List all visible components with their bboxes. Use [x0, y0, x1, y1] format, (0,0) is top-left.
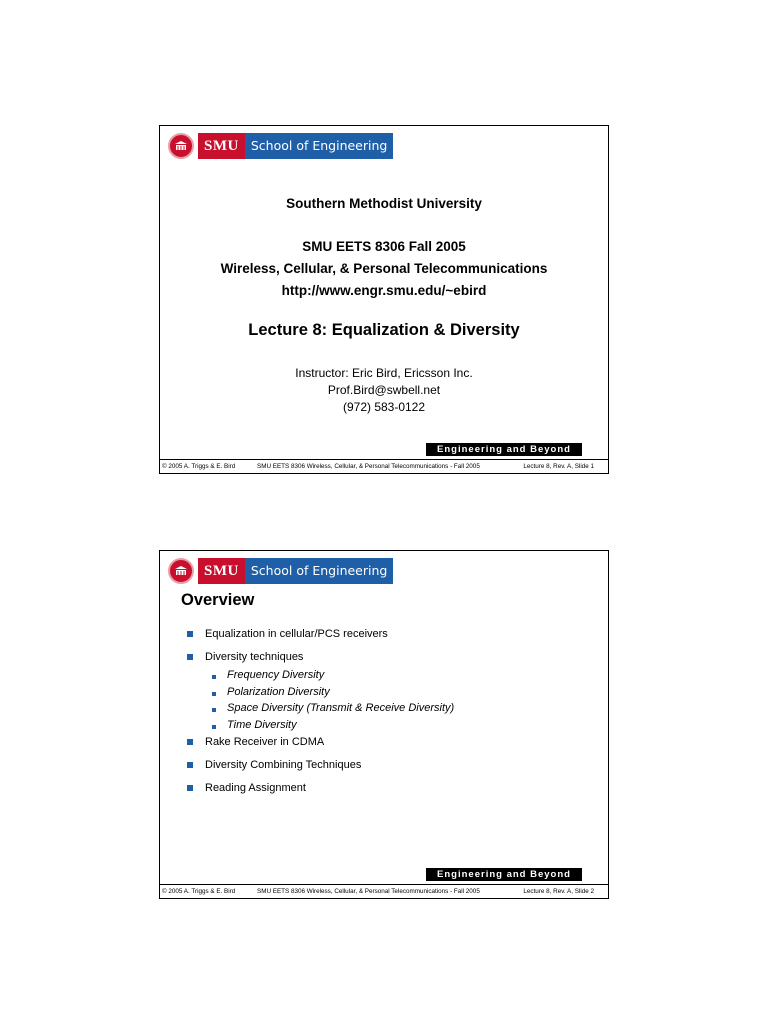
logo-school-text: School of Engineering — [245, 558, 394, 584]
footer-slide-number: Lecture 8, Rev. A, Slide 2 — [523, 888, 594, 895]
course-name: Wireless, Cellular, & Personal Telecommunications — [220, 261, 548, 276]
bullet-square-icon — [187, 785, 193, 791]
tagline-banner: Engineering and Beyond — [426, 443, 582, 456]
bullet-text: Reading Assignment — [205, 782, 306, 794]
list-item — [187, 735, 454, 749]
bullet-text: Equalization in cellular/PCS receivers — [205, 628, 388, 640]
footer-slide-number: Lecture 8, Rev. A, Slide 1 — [523, 463, 594, 470]
smu-logo — [168, 557, 393, 585]
footer-course: SMU EETS 8306 Wireless, Cellular, & Personal Telecommunications - Fall 2005 — [257, 888, 480, 895]
bullet-square-icon — [187, 762, 193, 768]
footer-course: SMU EETS 8306 Wireless, Cellular, & Personal Telecommunications - Fall 2005 — [257, 463, 480, 470]
instructor-email: Prof.Bird@swbell.net — [327, 383, 441, 397]
sub-bullet-text: Polarization Diversity — [227, 685, 330, 698]
course-info — [160, 236, 608, 302]
logo-smu-text: SMU — [198, 133, 245, 159]
instructor-name: Instructor: Eric Bird, Ericsson Inc. — [295, 366, 473, 380]
instructor-info — [160, 365, 608, 416]
slide-footer — [160, 460, 608, 473]
sub-bullet-icon — [212, 725, 216, 729]
bullet-text: Diversity techniques — [205, 651, 304, 663]
instructor-phone: (972) 583-0122 — [342, 400, 426, 414]
footer-copyright: © 2005 A. Triggs & E. Bird — [162, 463, 236, 470]
slide-title: Overview — [181, 591, 255, 609]
sub-bullet-icon — [212, 692, 216, 696]
sub-bullet-text: Frequency Diversity — [227, 669, 325, 681]
slide-2-body — [160, 551, 608, 885]
lecture-title: Lecture 8: Equalization & Diversity — [248, 321, 520, 339]
bullet-square-icon — [187, 631, 193, 637]
sub-bullet-text: Space Diversity (Transmit & Receive Diversity) — [227, 702, 455, 714]
list-item — [187, 627, 454, 641]
list-item — [187, 781, 454, 795]
sub-list-item — [187, 700, 454, 717]
course-url: http://www.engr.smu.edu/~ebird — [281, 283, 487, 298]
bullet-square-icon — [187, 739, 193, 745]
smu-seal-icon — [168, 558, 194, 584]
footer-copyright: © 2005 A. Triggs & E. Bird — [162, 888, 236, 895]
course-code: SMU EETS 8306 Fall 2005 — [302, 239, 466, 254]
sub-list-item — [187, 717, 454, 734]
slide-2 — [159, 550, 609, 899]
smu-logo — [168, 132, 393, 160]
logo-school-text: School of Engineering — [245, 133, 394, 159]
logo-smu-text: SMU — [198, 558, 245, 584]
sub-bullet-text: Time Diversity — [227, 718, 297, 731]
sub-bullet-icon — [212, 675, 216, 679]
university-name: Southern Methodist University — [286, 196, 482, 211]
tagline-banner: Engineering and Beyond — [426, 868, 582, 881]
list-item — [187, 758, 454, 772]
bullet-text: Rake Receiver in CDMA — [205, 736, 325, 748]
sub-list-item — [187, 667, 454, 684]
bullet-list — [187, 627, 454, 804]
sub-list-item — [187, 684, 454, 701]
bullet-text: Diversity Combining Techniques — [205, 759, 362, 771]
list-item — [187, 650, 454, 664]
slide-1 — [159, 125, 609, 474]
sub-bullet-icon — [212, 708, 216, 712]
slide-footer — [160, 885, 608, 898]
sub-bullet-list — [187, 667, 454, 733]
bullet-square-icon — [187, 654, 193, 660]
slide-1-body — [160, 126, 608, 460]
smu-seal-icon — [168, 133, 194, 159]
